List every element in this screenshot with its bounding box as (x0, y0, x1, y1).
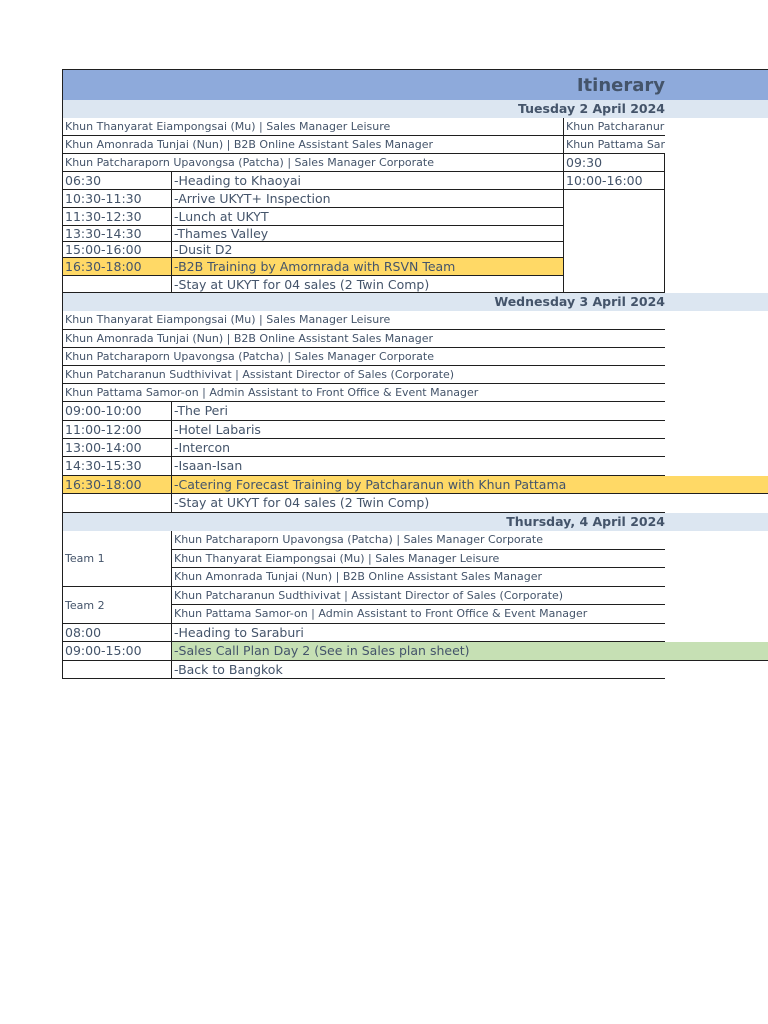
activity-cell: -Stay at UKYT for 04 sales (2 Twin Comp) (172, 276, 563, 293)
attendee-row: Khun Pattama Samor-on | Admin Assistant to Front Office & Event Manager (62, 384, 665, 402)
activity-cell-highlighted: -Catering Forecast Training by Patcharanun with Khun Pattama (172, 476, 768, 494)
time-cell: 11:30-12:30 (62, 208, 172, 226)
time-cell (62, 494, 172, 513)
attendee-row: Khun Amonrada Tunjai (Nun) | B2B Online Assistant Sales Manager (62, 330, 665, 348)
day-date: Tuesday 2 April 2024 (517, 101, 665, 116)
attendee-row: Khun Thanyarat Eiampongsai (Mu) | Sales Manager Leisure (62, 311, 665, 330)
time-cell-highlighted: 16:30-18:00 (62, 258, 172, 276)
side-time: 09:30 (563, 154, 665, 172)
activity-cell: -Heading to Khaoyai (172, 172, 563, 190)
time-cell (62, 276, 172, 293)
day-header-tuesday (62, 100, 768, 118)
attendee-row: Khun Thanyarat Eiampongsai (Mu) | Sales Manager Leisure (62, 118, 563, 136)
time-cell: 13:00-14:00 (62, 439, 172, 457)
activity-cell-highlighted: -Sales Call Plan Day 2 (See in Sales plan sheet) (172, 642, 768, 661)
day-date: Thursday, 4 April 2024 (506, 514, 665, 529)
time-cell: 14:30-15:30 (62, 457, 172, 476)
time-cell: 11:00-12:00 (62, 421, 172, 439)
page-title: Itinerary (62, 70, 665, 101)
time-cell: 10:30-11:30 (62, 190, 172, 208)
attendee-row: Khun Patcharanun Sudthivivat | Assistant Director of Sales (Corporate) (62, 366, 665, 384)
time-cell (62, 661, 172, 679)
day-header-wednesday (62, 293, 768, 311)
activity-cell: -Isaan-Isan (172, 457, 665, 476)
team-member-row: Khun Pattama Samor-on | Admin Assistant to Front Office & Event Manager (172, 605, 665, 624)
attendee-row: Khun Amonrada Tunjai (Nun) | B2B Online Assistant Sales Manager (62, 136, 563, 154)
activity-cell: -Intercon (172, 439, 665, 457)
time-cell: 15:00-16:00 (62, 242, 172, 258)
team-name: Team 1 (65, 552, 105, 565)
activity-cell: -Arrive UKYT+ Inspection (172, 190, 563, 208)
attendee-row: Khun Patcharaporn Upavongsa (Patcha) | Sales Manager Corporate (62, 154, 563, 172)
team-label (62, 587, 172, 624)
team-member-row: Khun Amonrada Tunjai (Nun) | B2B Online Assistant Sales Manager (172, 568, 665, 587)
activity-cell: -Lunch at UKYT (172, 208, 563, 226)
attendee-row: Khun Patcharaporn Upavongsa (Patcha) | Sales Manager Corporate (62, 348, 665, 366)
side-empty-block (563, 190, 665, 293)
side-time: 10:00-16:00 (563, 172, 665, 190)
team-member-row: Khun Patcharaporn Upavongsa (Patcha) | Sales Manager Corporate (172, 531, 665, 550)
activity-cell: -The Peri (172, 402, 665, 421)
title-bar (62, 69, 768, 100)
time-cell-highlighted: 16:30-18:00 (62, 476, 172, 494)
time-cell: 09:00-15:00 (62, 642, 172, 661)
activity-cell: -Heading to Saraburi (172, 624, 665, 642)
side-attendee: Khun Patcharanur (563, 118, 665, 136)
team-name: Team 2 (65, 598, 105, 612)
day-date: Wednesday 3 April 2024 (494, 294, 665, 309)
activity-cell-highlighted: -B2B Training by Amornrada with RSVN Team (172, 258, 563, 276)
time-cell: 08:00 (62, 624, 172, 642)
activity-cell: -Stay at UKYT for 04 sales (2 Twin Comp) (172, 494, 665, 513)
time-cell: 09:00-10:00 (62, 402, 172, 421)
day-header-thursday (62, 513, 768, 531)
activity-cell: -Hotel Labaris (172, 421, 665, 439)
activity-cell: -Back to Bangkok (172, 661, 665, 679)
activity-cell: -Dusit D2 (172, 242, 563, 258)
side-attendee: Khun Pattama Sar (563, 136, 665, 154)
team-member-row: Khun Patcharanun Sudthivivat | Assistant Director of Sales (Corporate) (172, 587, 665, 605)
team-member-row: Khun Thanyarat Eiampongsai (Mu) | Sales Manager Leisure (172, 550, 665, 568)
time-cell: 06:30 (62, 172, 172, 190)
activity-cell: -Thames Valley (172, 226, 563, 242)
team-label (62, 531, 172, 587)
time-cell: 13:30-14:30 (62, 226, 172, 242)
